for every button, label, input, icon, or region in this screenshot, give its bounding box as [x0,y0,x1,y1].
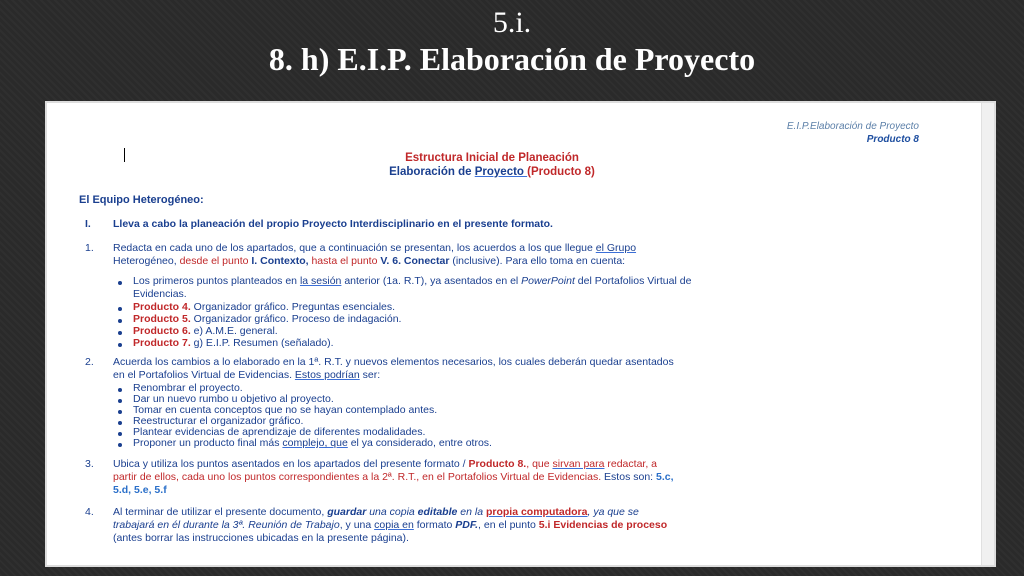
section3-line2 [113,471,674,484]
text-span: desde el punto [179,255,252,267]
bullet [118,388,122,392]
section1-number: 1. [85,242,94,254]
text-span: , y una [339,519,375,531]
text-span: Producto 8. [468,458,527,470]
change6 [133,437,492,450]
text-span: Los primeros puntos planteados en [133,275,300,287]
text-span: redactar, a [604,458,657,470]
text-span: Producto 5. [133,313,191,325]
text-span: Al terminar de utilizar el presente documento, [113,506,328,518]
doc-subtitle [47,166,937,178]
text-span: , ya que se [587,506,639,518]
text-span: Ubica y utiliza los puntos asentados en los apartados del presente formato / [113,458,469,470]
text-span: el ya considerado, entre otros. [347,437,492,449]
text-span: I. Contexto, [251,255,312,267]
roman-text: Lleva a cabo la planeación del propio Proyecto Interdisciplinario en el presente formato. [113,218,553,230]
text-span: editable [417,506,458,518]
text-span: Redacta en cada uno de los apartados, que a continuación se presentan, los acuerdos a los que llegue [113,242,596,254]
text-span: del Portafolios Virtual de [574,275,692,287]
text-span: propia computadora [485,506,588,518]
doc-title: Estructura Inicial de Planeación [405,152,579,164]
team-heading: El Equipo Heterogéneo: [79,194,204,206]
bullet [118,319,122,323]
text-span: sirvan para [552,458,605,470]
bullet [118,443,122,447]
text-span: g) E.I.P. Resumen (señalado). [190,337,334,349]
text-span: 5.c, [656,471,674,483]
slide-title-line2: 8. h) E.I.P. Elaboración de Proyecto [268,40,756,77]
slide-title-line1: 5.i. [492,6,532,39]
text-span: 5.i Evidencias de proceso [538,519,668,531]
section4-line3: (antes borrar las instrucciones ubicadas en la presente página). [113,532,409,544]
text-span: Estos son: [601,471,656,483]
text-span: Producto 4. [133,301,191,313]
change3: Tomar en cuenta conceptos que no se hayan contemplado antes. [133,404,438,416]
bullet [118,281,122,285]
text-span: una copia [366,506,418,518]
subtitle-project: Proyecto [474,166,528,178]
text-span: la sesión [299,275,342,287]
document-page [47,103,994,565]
section3-line3: 5.d, 5.e, 5.f [113,484,167,496]
section2-number: 2. [85,356,94,368]
text-span: el Grupo [595,242,637,254]
change2: Dar un nuevo rumbo u objetivo al proyecto. [133,393,334,405]
text-span: copia en [374,519,414,531]
slide-title [0,6,1024,77]
text-span: hasta el punto [311,255,381,267]
text-span: , en el punto [478,519,539,531]
bullet [118,421,122,425]
text-span: Estos podrían [294,369,360,381]
section4-line1 [113,506,639,519]
text-span: V. 6. Conectar [380,255,453,267]
text-span: PowerPoint [521,275,575,287]
roman-number: I. [85,218,91,230]
text-span: (inclusive). Para ello toma en cuenta: [452,255,626,267]
subtitle-product: (Producto 8) [527,166,595,178]
text-span: formato [413,519,456,531]
section2-line2 [113,369,380,382]
header-product: Producto 8 [866,134,919,145]
header-doc-name: E.I.P.Elaboración de Proyecto [786,121,919,132]
section2-line1: Acuerda los cambios a lo elaborado en la 1ª. R.T. y nuevos elementos necesarios, los cuales deberán quedar asentados [113,356,674,368]
text-span: Producto 7. [133,337,191,349]
text-span: en el Portafolios Virtual de Evidencias. [113,369,295,381]
scrollbar[interactable] [981,103,994,565]
bullet [118,331,122,335]
text-span: partir de ellos, cada uno los puntos correspondientes a la 2ª. R.T., en el Portafolios Virtual de Evidencias. [113,471,602,483]
change1: Renombrar el proyecto. [133,382,243,394]
text-span: trabajará en él durante la 3ª. Reunión de Trabajo [113,519,340,531]
text-span: Heterogéneo, [113,255,180,267]
bullet [118,307,122,311]
subtitle-part: Elaboración de [389,166,475,178]
change5: Plantear evidencias de aprendizaje de diferentes modalidades. [133,426,426,438]
bullet [118,343,122,347]
section1-line1 [113,242,636,255]
bullet1-line1 [133,275,691,288]
text-span: PDF. [455,519,479,531]
bullet5 [133,337,334,350]
text-span: complejo, que [282,437,348,449]
section3-line1 [113,458,657,471]
section4-number: 4. [85,506,94,518]
text-span: guardar [327,506,367,518]
text-span: e) A.M.E. general. [190,325,278,337]
section3-number: 3. [85,458,94,470]
bullet [118,410,122,414]
text-span: ser: [359,369,381,381]
section4-line2 [113,519,667,532]
section1-line2 [113,255,625,268]
text-span: Producto 6. [133,325,191,337]
text-span: Organizador gráfico. Preguntas esenciales. [190,301,396,313]
text-span: en la [457,506,486,518]
bullet [118,432,122,436]
text-span: Proponer un producto final más [133,437,283,449]
change4: Reestructurar el organizador gráfico. [133,415,304,427]
bullet [118,399,122,403]
text-span: Organizador gráfico. Proceso de indagación. [190,313,402,325]
bullet1-line2: Evidencias. [133,288,187,300]
text-span: anterior (1a. R.T), ya asentados en el [341,275,522,287]
text-span: , que [526,458,553,470]
